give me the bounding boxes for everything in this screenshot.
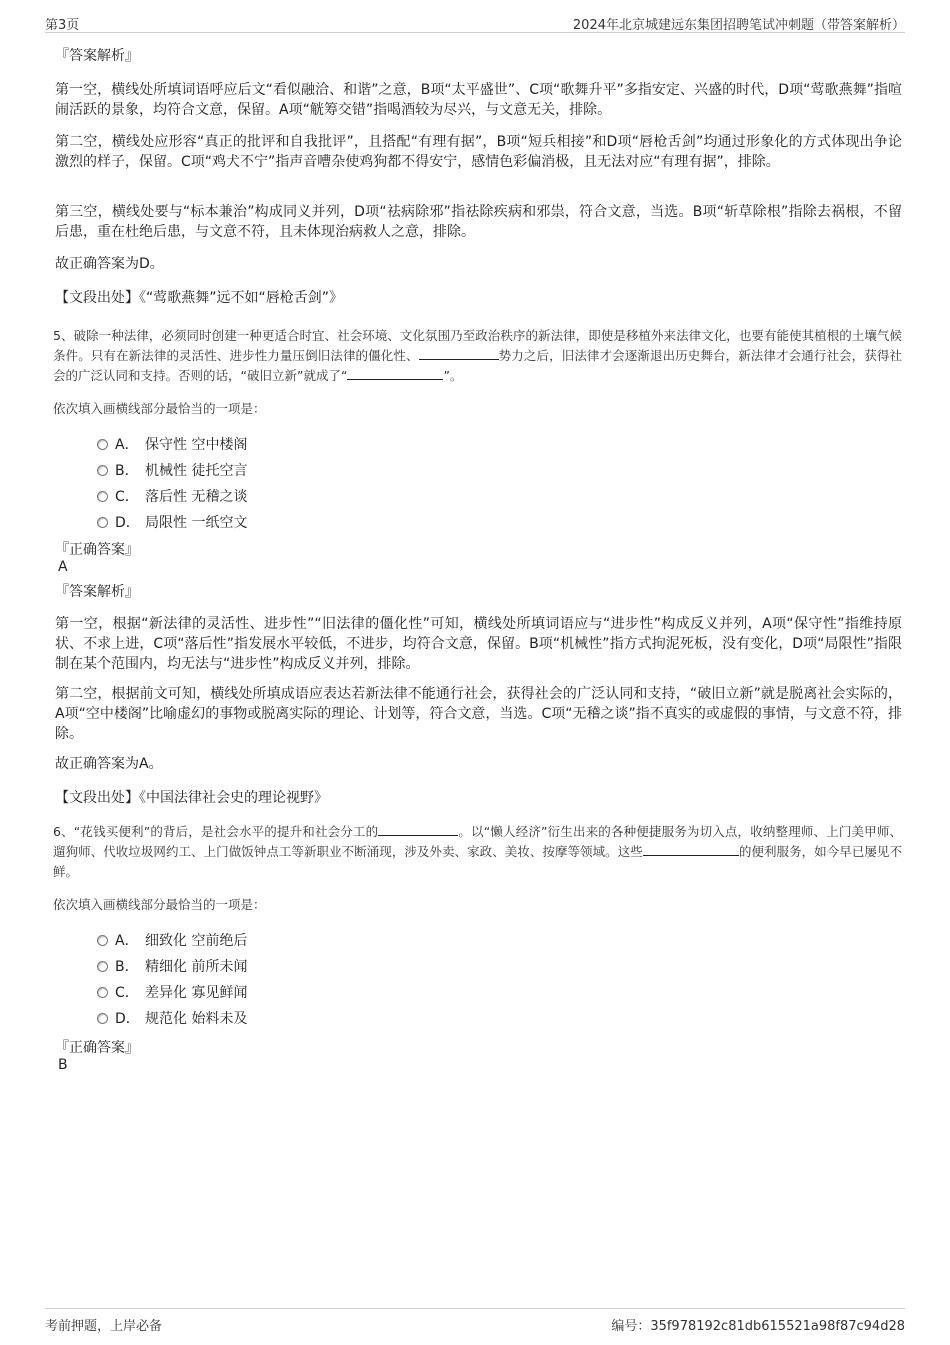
question-6-options <box>55 928 247 1032</box>
document-code: 编号：35f978192c81db615521a98f87c94d28 <box>611 1319 905 1334</box>
option-b[interactable]: B． 精细化 前所未闻 <box>97 954 247 980</box>
analysis-label: 『答案解析』 <box>55 584 139 600</box>
analysis-paragraph: 第二空，根据前文可知，横线处所填成语应表达若新法律不能通行社会，获得社会的广泛认同和支持，“破旧立新”就是脱离社会实际的，A项“空中楼阁”比喻虚幻的事物或脱离实际的理论、计划等，符合文意，当选。C项“无稽之谈”指不真实的或虚假的事情，与文意不符，排除。 <box>55 686 902 742</box>
radio-icon[interactable] <box>97 987 108 998</box>
radio-icon[interactable] <box>97 1013 108 1024</box>
correct-answer-label: 『正确答案』 <box>55 1040 139 1056</box>
question-5-text: 5、破除一种法律，必须同时创建一种更适合时宜、社会环境、文化氛围乃至政治秩序的新法律，即使是移植外来法律文化，也要有能使其植根的土壤气候条件。只有在新法律的灵活性、进步性力量压倒旧法律的僵化性、 势力之后，旧法律才会逐渐退出历史舞台，新法律才会通行社会，获得社会的广泛认同和支持。否则的话，“破旧立新”就成了“ ”。 <box>53 328 902 383</box>
page-footer <box>45 1308 905 1337</box>
correct-answer: A <box>58 559 68 575</box>
radio-icon[interactable] <box>97 439 108 450</box>
option-d[interactable]: D． 局限性 一纸空文 <box>97 510 247 536</box>
source-citation: 【文段出处】《中国法律社会史的理论视野》 <box>55 790 328 806</box>
answer-blank <box>347 366 443 380</box>
question-prompt: 依次填入画横线部分最恰当的一项是： <box>53 401 266 416</box>
source-citation: 【文段出处】《“莺歌燕舞”远不如“唇枪舌剑”》 <box>55 290 344 306</box>
analysis-paragraph: 第二空，横线处应形容“真正的批评和自我批评”，且搭配“有理有据”，B项“短兵相接”和D项“唇枪舌剑”均通过形象化的方式体现出争论激烈的样子，保留。C项“鸡犬不宁”指声音嘈杂使鸡狗都不得安宁，感情色彩偏消极，且无法对应“有理有据”，排除。 <box>55 134 902 170</box>
question-5-options <box>55 432 247 536</box>
radio-icon[interactable] <box>97 935 108 946</box>
page-number: 第3页 <box>45 18 80 33</box>
radio-icon[interactable] <box>97 465 108 476</box>
correct-answer: B <box>58 1057 68 1073</box>
analysis-conclusion: 故正确答案为D。 <box>55 256 164 272</box>
analysis-paragraph: 第三空，横线处要与“标本兼治”构成同义并列，D项“祛病除邪”指祛除疾病和邪祟，符合文意，当选。B项“斩草除根”指除去祸根，不留后患，重在杜绝后患，与文意不符，且未体现治病救人之意，排除。 <box>55 204 902 240</box>
option-a[interactable]: A． 保守性 空中楼阁 <box>97 432 247 458</box>
question-prompt: 依次填入画横线部分最恰当的一项是： <box>53 897 266 912</box>
option-a[interactable]: A． 细致化 空前绝后 <box>97 928 247 954</box>
document-title: 2024年北京城建远东集团招聘笔试冲刺题（带答案解析） <box>572 18 905 33</box>
correct-answer-label: 『正确答案』 <box>55 542 139 558</box>
footer-slogan: 考前押题，上岸必备 <box>45 1319 163 1334</box>
question-6-text: 6、“花钱买便利”的背后，是社会水平的提升和社会分工的 。以“懒人经济”衍生出来的各种便捷服务为切入点，收纳整理师、上门美甲师、遛狗师、代收垃圾网约工、上门做饭钟点工等新职业不断涌现，涉及外卖、家政、美妆、按摩等领域。这些 的便利服务，如今早已屡见不鲜。 <box>53 824 902 879</box>
option-c[interactable]: C． 落后性 无稽之谈 <box>97 484 247 510</box>
radio-icon[interactable] <box>97 491 108 502</box>
page-header <box>45 12 905 33</box>
answer-blank <box>643 842 739 856</box>
answer-blank <box>378 822 458 836</box>
option-d[interactable]: D． 规范化 始料未及 <box>97 1006 247 1032</box>
answer-blank <box>419 346 499 360</box>
radio-icon[interactable] <box>97 517 108 528</box>
radio-icon[interactable] <box>97 961 108 972</box>
analysis-paragraph: 第一空，根据“新法律的灵活性、进步性”“旧法律的僵化性”可知，横线处所填词语应与“进步性”构成反义并列，A项“保守性”指维持原状、不求上进，C项“落后性”指发展水平较低，不进步，均符合文意，保留。B项“机械性”指方式拘泥死板，没有变化，D项“局限性”指限制在某个范围内，均无法与“进步性”构成反义并列，排除。 <box>55 616 902 672</box>
option-b[interactable]: B． 机械性 徒托空言 <box>97 458 247 484</box>
analysis-paragraph: 第一空，横线处所填词语呼应后文“看似融洽、和谐”之意，B项“太平盛世”、C项“歌舞升平”多指安定、兴盛的时代，D项“莺歌燕舞”指喧闹活跃的景象，均符合文意，保留。A项“觥筹交错”指喝酒较为尽兴，与文意无关，排除。 <box>55 82 902 118</box>
analysis-label: 『答案解析』 <box>55 48 139 64</box>
analysis-conclusion: 故正确答案为A。 <box>55 756 163 772</box>
option-c[interactable]: C． 差异化 寡见鲜闻 <box>97 980 247 1006</box>
